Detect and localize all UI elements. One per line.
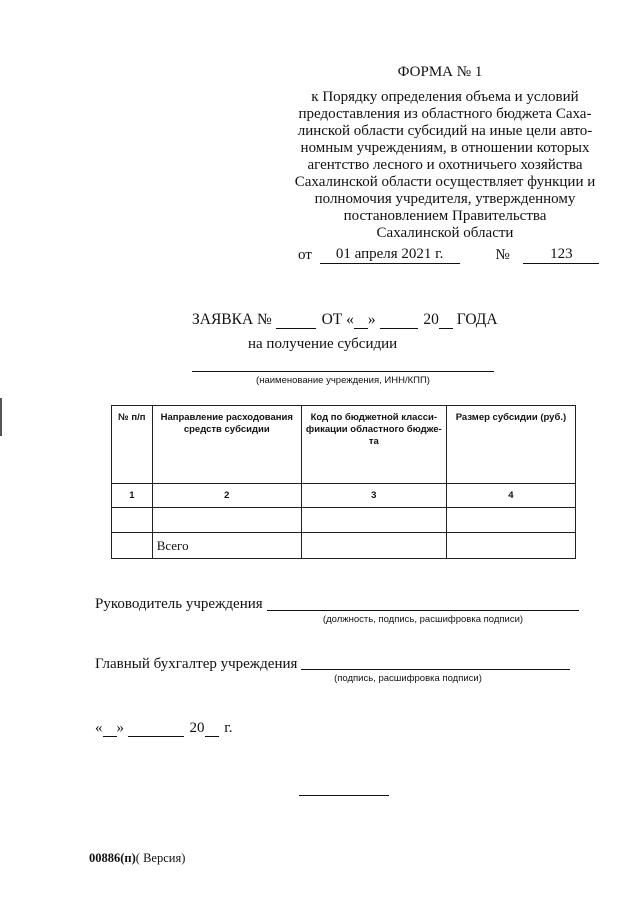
ref-line: к Порядку определения объема и условий bbox=[311, 89, 579, 105]
total-label: Всего bbox=[152, 533, 301, 559]
column-number: 4 bbox=[446, 484, 575, 508]
table-cell bbox=[446, 533, 575, 559]
accountant-label: Главный бухгалтер учреждения bbox=[95, 656, 298, 672]
ref-line: постановлением Правительства bbox=[343, 208, 547, 224]
column-number: 2 bbox=[152, 484, 301, 508]
table-cell bbox=[152, 508, 301, 533]
head-label: Руководитель учреждения bbox=[95, 596, 263, 612]
head-caption: (должность, подпись, расшифровка подписи) bbox=[322, 614, 524, 625]
subsidy-table bbox=[111, 405, 576, 559]
ref-line: полномочия учредителя, утвержденному bbox=[314, 191, 576, 207]
accountant-signature-line bbox=[301, 669, 570, 670]
application-subtitle: на получение субсидии bbox=[248, 336, 398, 352]
ref-line: агентство лесного и охотничьего хозяйства bbox=[307, 157, 583, 173]
from-label: от bbox=[298, 247, 312, 263]
ref-line: номным учреждениям, в отношении которых bbox=[300, 140, 590, 156]
number-field: 123 bbox=[523, 246, 599, 264]
column-number: 3 bbox=[301, 484, 446, 508]
header-cell: Размер субсидии (руб.) bbox=[446, 406, 575, 484]
table-header-row bbox=[112, 406, 576, 484]
table-number-row bbox=[112, 484, 576, 508]
table-cell bbox=[446, 508, 575, 533]
approval-line bbox=[298, 246, 599, 264]
app-day-blank bbox=[354, 315, 368, 329]
number-label: № bbox=[495, 247, 510, 263]
table-cell bbox=[301, 508, 446, 533]
signature-date: « » 20 г. bbox=[95, 720, 233, 736]
document-code: 00886(п)( Версия) bbox=[89, 851, 186, 865]
table-cell bbox=[112, 533, 153, 559]
ref-line: Сахалинской области осуществляет функции и bbox=[294, 174, 596, 190]
table-total-row bbox=[112, 533, 576, 559]
head-signature-line bbox=[267, 610, 579, 611]
table-cell bbox=[112, 508, 153, 533]
accountant-caption: (подпись, расшифровка подписи) bbox=[334, 673, 482, 684]
ref-line: предоставления из областного бюджета Саха- bbox=[298, 106, 592, 122]
app-number-blank bbox=[276, 315, 316, 329]
header-cell: Код по бюджетной класси- фикации областного бюдже- та bbox=[301, 406, 446, 484]
reference-text bbox=[270, 89, 620, 242]
org-name-line bbox=[192, 371, 494, 372]
column-number: 1 bbox=[112, 484, 153, 508]
ref-line: Сахалинской области bbox=[376, 225, 514, 241]
app-year-blank bbox=[439, 315, 453, 329]
application-title: ЗАЯВКА № ОТ « » 20 ГОДА bbox=[192, 311, 498, 328]
table-row bbox=[112, 508, 576, 533]
header-cell: Направление расходования средств субсидии bbox=[152, 406, 301, 484]
form-title: ФОРМА № 1 bbox=[397, 64, 483, 80]
app-month-blank bbox=[380, 315, 418, 329]
org-caption: (наименование учреждения, ИНН/КПП) bbox=[256, 375, 430, 386]
sig-day-blank bbox=[103, 723, 117, 737]
scan-edge-mark bbox=[0, 398, 2, 436]
ref-line: линской области субсидий на иные цели авто- bbox=[297, 123, 593, 139]
header-cell: № п/п bbox=[112, 406, 153, 484]
table-cell bbox=[301, 533, 446, 559]
sig-year-blank bbox=[205, 723, 219, 737]
date-field: 01 апреля 2021 г. bbox=[320, 246, 460, 264]
sig-month-blank bbox=[128, 723, 184, 737]
separator-line bbox=[299, 795, 389, 796]
